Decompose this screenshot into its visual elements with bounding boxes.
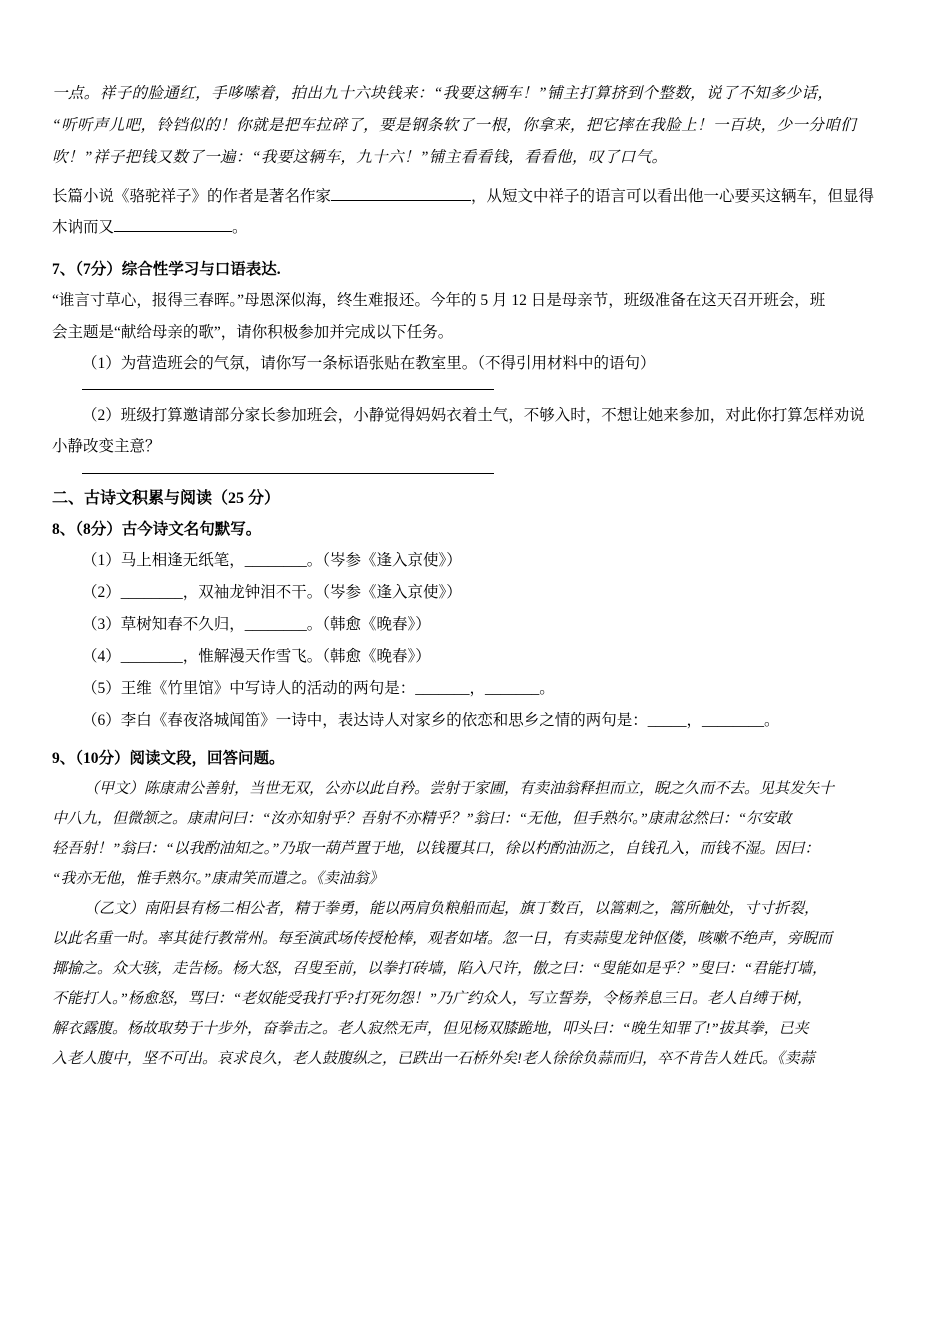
question-6-text-after: 木讷而又: [52, 219, 115, 236]
passage-jia-line-2: 中八九，但微颔之。康肃问曰：“汝亦知射乎？吾射不亦精乎？”翁曰：“无他，但手熟尔。”康肃忿然曰：“尔安敢: [52, 810, 792, 827]
question-7-intro-line-2: 会主题是“献给母亲的歌”，请你积极参加并完成以下任务。: [52, 323, 454, 341]
question-8-item-6: （6）李白《春夜洛城闻笛》一诗中，表达诗人对家乡的依恋和思乡之情的两句是：_____，________。: [82, 711, 780, 729]
passage-yi-line-5: 解衣露腹。杨故取势于十步外，奋拳击之。老人寂然无声，但见杨双膝跪地，叩头曰：“晚生知罪了!”拔其拳，已夹: [52, 1020, 809, 1037]
passage-yi-line-6: 入老人腹中，坚不可出。哀求良久，老人鼓腹纵之，已跌出一石桥外矣!老人徐徐负蒜而归，卒不肯告人姓氏。《卖蒜: [52, 1050, 815, 1067]
novel-excerpt-line-3: [52, 142, 888, 174]
section-2-title: 二、古诗文积累与阅读（25 分）: [52, 489, 281, 507]
passage-jia-line-1: （甲文）陈康肃公善射，当世无双，公亦以此自矜。尝射于家圃，有卖油翁释担而立，睨之久而不去。见其发矢十: [84, 780, 835, 797]
question-6-body: [52, 181, 888, 212]
question-7-item-2-line-1: （2）班级打算邀请部分家长参加班会，小静觉得妈妈衣着土气，不够入时，不想让她来参加，对此你打算怎样劝说: [82, 407, 865, 425]
question-7-item-1: （1）为营造班会的气氛，请你写一条标语张贴在教室里。（不得引用材料中的语句）: [82, 354, 656, 372]
question-8-heading: 8、（8分）古今诗文名句默写。: [52, 521, 262, 539]
novel-excerpt-text-1: 一点。祥子的脸通红，手哆嗦着，拍出九十六块钱来：“我要这辆车！”铺主打算挤到个整数，说了不知多少话，: [52, 85, 834, 102]
passage-jia-line-3: 轻吾射！”翁曰：“以我酌油知之。”乃取一葫芦置于地，以钱覆其口，徐以杓酌油沥之，自钱孔入，而钱不湿。因曰：: [52, 840, 820, 857]
question-8-item-4: （4）________，惟解漫天作雪飞。（韩愈《晚春》）: [82, 647, 431, 665]
question-9-heading: 9、（10分）阅读文段，回答问题。: [52, 749, 285, 767]
question-7-intro-line-1: “谁言寸草心，报得三春晖。”母恩深似海，终生难报还。今年的 5 月 12 日是母亲节，班级准备在这天召开班会，班: [52, 292, 826, 310]
question-7-heading: 7、（7分）综合性学习与口语表达.: [52, 261, 281, 279]
passage-yi-line-2: 以此名重一时。率其徒行教常州。每至演武场传授枪棒，观者如堵。忽一日，有卖蒜叟龙钟伛偻，咳嗽不绝声，旁睨而: [52, 930, 833, 947]
novel-excerpt-text-2: “听听声儿吧，铃铛似的！你就是把车拉碎了，要是钢条软了一根，你拿来，把它摔在我脸上！一百块，少一分咱们: [52, 117, 857, 135]
question-6-period: 。: [232, 219, 248, 236]
passage-yi-line-4: 不能打人。”杨愈怒，骂曰：“老奴能受我打乎?打死勿怨！”乃广约众人，写立誓券，令杨养息三日。老人自缚于树，: [52, 990, 813, 1007]
passage-jia-line-4: “我亦无他，惟手熟尔。”康肃笑而遣之。《卖油翁》: [52, 870, 384, 887]
novel-excerpt-line-2: [52, 110, 888, 142]
novel-excerpt: [52, 78, 888, 175]
question-8-item-5: （5）王维《竹里馆》中写诗人的活动的两句是：_______，_______。: [82, 679, 555, 697]
question-7-item-2-line-2: 小静改变主意？: [52, 438, 161, 456]
question-7-answer-line-2[interactable]: [82, 473, 494, 474]
question-6-body-2: [52, 212, 888, 243]
question-6-blank-2[interactable]: [114, 231, 232, 232]
question-8-item-2: （2）________，双袖龙钟泪不干。（岑参《逢入京使》）: [82, 584, 462, 602]
question-6-text-before: 长篇小说《骆驼祥子》的作者是著名作家: [52, 187, 332, 205]
passage-yi-line-1: （乙文）南阳县有杨二相公者，精于拳勇，能以两肩负粮船而起，旗丁数百，以篙刺之，篙所触处，寸寸折裂，: [84, 900, 820, 917]
passage-yi-line-3: 揶揄之。众大骇，走告杨。杨大怒，召叟至前，以拳打砖墙，陷入尺许，傲之曰：“叟能如是乎？”叟曰：“君能打墙，: [52, 960, 828, 977]
question-7-answer-line-1[interactable]: [82, 389, 494, 390]
question-8-item-3: （3）草树知春不久归，________。（韩愈《晚春》）: [82, 616, 431, 634]
novel-excerpt-text-3: 吹！”祥子把钱又数了一遍：“我要这辆车，九十六！”铺主看看钱，看看他，叹了口气。: [52, 149, 668, 167]
question-6-text-mid: ，从短文中祥子的语言可以看出他一心要买这辆车，但显得: [471, 187, 875, 205]
question-6-blank-1[interactable]: [331, 200, 471, 201]
question-8-item-1: （1）马上相逢无纸笔，________。（岑参《逢入京使》）: [82, 552, 462, 570]
novel-excerpt-line-1: [52, 78, 888, 110]
